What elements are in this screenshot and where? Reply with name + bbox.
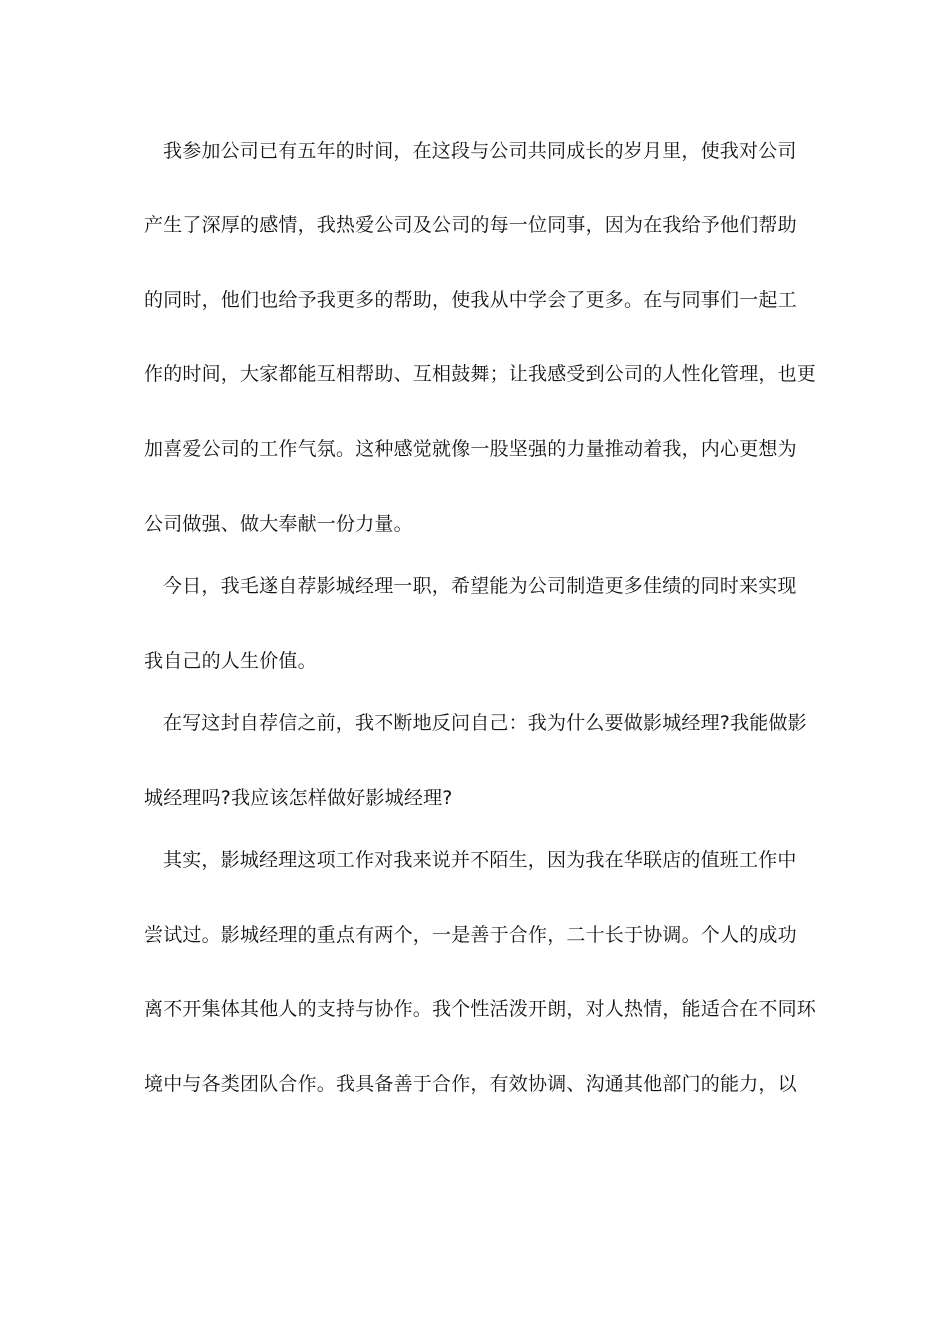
paragraph-line: 我参加公司已有五年的时间，在这段与公司共同成长的岁月里，使我对公司 bbox=[163, 140, 797, 162]
paragraph-line: 在写这封自荐信之前，我不断地反问自己：我为什么要做影城经理?我能做影 bbox=[163, 712, 807, 734]
paragraph-line: 作的时间，大家都能互相帮助、互相鼓舞；让我感受到公司的人性化管理，也更 bbox=[144, 363, 817, 385]
paragraph-line: 公司做强、做大奉献一份力量。 bbox=[144, 513, 413, 535]
paragraph-line: 境中与各类团队合作。我具备善于合作，有效协调、沟通其他部门的能力，以 bbox=[144, 1073, 797, 1095]
paragraph-line: 尝试过。影城经理的重点有两个，一是善于合作，二十长于协调。个人的成功 bbox=[144, 924, 797, 946]
paragraph-line: 我自己的人生价值。 bbox=[144, 650, 317, 672]
paragraph-line: 产生了深厚的感情，我热爱公司及公司的每一位同事，因为在我给予他们帮助 bbox=[144, 214, 797, 236]
paragraph-line: 其实，影城经理这项工作对我来说并不陌生，因为我在华联店的值班工作中 bbox=[163, 849, 797, 871]
paragraph-line: 今日，我毛遂自荐影城经理一职，希望能为公司制造更多佳绩的同时来实现 bbox=[163, 575, 797, 597]
paragraph-line: 加喜爱公司的工作气氛。这种感觉就像一股坚强的力量推动着我，内心更想为 bbox=[144, 438, 797, 460]
paragraph-line: 的同时，他们也给予我更多的帮助，使我从中学会了更多。在与同事们一起工 bbox=[144, 289, 797, 311]
paragraph-line: 离不开集体其他人的支持与协作。我个性活泼开朗，对人热情，能适合在不同环 bbox=[144, 998, 817, 1020]
paragraph-line: 城经理吗?我应该怎样做好影城经理? bbox=[144, 787, 453, 809]
